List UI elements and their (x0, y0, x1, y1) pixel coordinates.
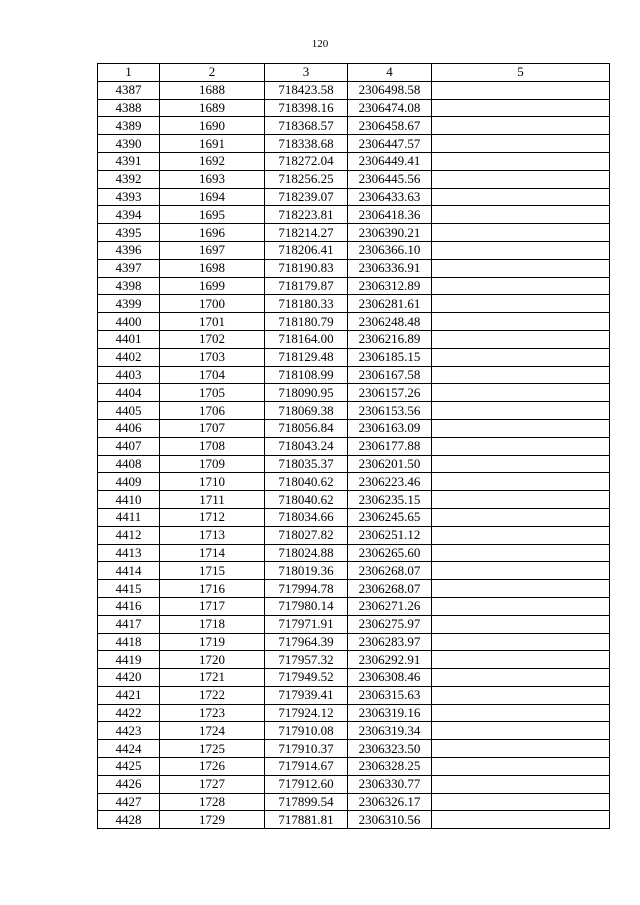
table-cell-col-5 (432, 704, 610, 722)
table-cell-col-2: 1697 (160, 241, 265, 259)
table-cell-col-3: 718027.82 (265, 526, 348, 544)
table-cell-col-3: 718423.58 (265, 81, 348, 99)
table-cell-col-3: 718214.27 (265, 224, 348, 242)
table-cell-col-2: 1707 (160, 419, 265, 437)
table-header (98, 64, 610, 82)
table-cell-col-2: 1713 (160, 526, 265, 544)
table-cell-col-1: 4404 (98, 384, 160, 402)
table-cell-col-5 (432, 241, 610, 259)
table-cell-col-1: 4400 (98, 313, 160, 331)
table-cell-col-5 (432, 259, 610, 277)
table-cell-col-4: 2306319.16 (348, 704, 432, 722)
table-cell-col-2: 1704 (160, 366, 265, 384)
table-row (98, 277, 610, 295)
table-cell-col-2: 1700 (160, 295, 265, 313)
table-row (98, 722, 610, 740)
table-cell-col-2: 1694 (160, 188, 265, 206)
table-cell-col-1: 4421 (98, 686, 160, 704)
table-cell-col-2: 1726 (160, 758, 265, 776)
table-cell-col-1: 4413 (98, 544, 160, 562)
table-cell-col-5 (432, 526, 610, 544)
table-cell-col-3: 718019.36 (265, 562, 348, 580)
table-cell-col-4: 2306157.26 (348, 384, 432, 402)
table-cell-col-3: 718129.48 (265, 348, 348, 366)
table-row (98, 651, 610, 669)
table-cell-col-1: 4418 (98, 633, 160, 651)
table-row (98, 241, 610, 259)
table-row (98, 295, 610, 313)
table-cell-col-5 (432, 295, 610, 313)
table-row (98, 811, 610, 829)
table-cell-col-2: 1695 (160, 206, 265, 224)
table-cell-col-2: 1716 (160, 580, 265, 598)
table-cell-col-4: 2306390.21 (348, 224, 432, 242)
table-row (98, 419, 610, 437)
table-cell-col-5 (432, 508, 610, 526)
table-cell-col-2: 1715 (160, 562, 265, 580)
table-cell-col-4: 2306177.88 (348, 437, 432, 455)
table-cell-col-5 (432, 384, 610, 402)
table-cell-col-4: 2306474.08 (348, 99, 432, 117)
table-cell-col-5 (432, 313, 610, 331)
table-row (98, 330, 610, 348)
table-cell-col-3: 717994.78 (265, 580, 348, 598)
table-cell-col-2: 1693 (160, 170, 265, 188)
table-cell-col-3: 718108.99 (265, 366, 348, 384)
table-cell-col-1: 4414 (98, 562, 160, 580)
table-cell-col-5 (432, 758, 610, 776)
table-cell-col-4: 2306265.60 (348, 544, 432, 562)
table-cell-col-4: 2306268.07 (348, 562, 432, 580)
table-cell-col-2: 1689 (160, 99, 265, 117)
table-row (98, 313, 610, 331)
page-number: 120 (311, 38, 329, 50)
table-cell-col-3: 718069.38 (265, 402, 348, 420)
table-cell-col-5 (432, 580, 610, 598)
table-cell-col-5 (432, 99, 610, 117)
table-cell-col-1: 4405 (98, 402, 160, 420)
table-cell-col-5 (432, 402, 610, 420)
table-row (98, 99, 610, 117)
table-cell-col-2: 1711 (160, 491, 265, 509)
table-cell-col-2: 1691 (160, 135, 265, 153)
table-cell-col-3: 718368.57 (265, 117, 348, 135)
column-header-2: 2 (160, 64, 265, 82)
table-cell-col-1: 4416 (98, 597, 160, 615)
table-cell-col-3: 718206.41 (265, 241, 348, 259)
table-row (98, 615, 610, 633)
table-cell-col-3: 718040.62 (265, 491, 348, 509)
table-cell-col-3: 717964.39 (265, 633, 348, 651)
table-row (98, 473, 610, 491)
table-row (98, 526, 610, 544)
table-cell-col-1: 4398 (98, 277, 160, 295)
table-cell-col-4: 2306418.36 (348, 206, 432, 224)
table-cell-col-3: 718223.81 (265, 206, 348, 224)
table-cell-col-4: 2306326.17 (348, 793, 432, 811)
table-cell-col-2: 1712 (160, 508, 265, 526)
table-cell-col-1: 4419 (98, 651, 160, 669)
table-cell-col-4: 2306310.56 (348, 811, 432, 829)
table-cell-col-5 (432, 686, 610, 704)
table-cell-col-4: 2306433.63 (348, 188, 432, 206)
table-cell-col-5 (432, 81, 610, 99)
table-cell-col-2: 1706 (160, 402, 265, 420)
table-cell-col-3: 718239.07 (265, 188, 348, 206)
table-cell-col-2: 1690 (160, 117, 265, 135)
table-cell-col-4: 2306336.91 (348, 259, 432, 277)
table-cell-col-3: 718180.33 (265, 295, 348, 313)
table-row (98, 758, 610, 776)
table-cell-col-2: 1696 (160, 224, 265, 242)
table-cell-col-2: 1705 (160, 384, 265, 402)
table-cell-col-4: 2306235.15 (348, 491, 432, 509)
table-cell-col-5 (432, 206, 610, 224)
table-cell-col-4: 2306458.67 (348, 117, 432, 135)
table-cell-col-5 (432, 455, 610, 473)
coordinates-table (97, 63, 610, 829)
table-row (98, 224, 610, 242)
table-cell-col-4: 2306498.58 (348, 81, 432, 99)
table-cell-col-2: 1709 (160, 455, 265, 473)
table-cell-col-5 (432, 740, 610, 758)
table-cell-col-5 (432, 419, 610, 437)
table-cell-col-3: 718272.04 (265, 152, 348, 170)
table-cell-col-1: 4397 (98, 259, 160, 277)
table-cell-col-2: 1727 (160, 775, 265, 793)
table-cell-col-4: 2306447.57 (348, 135, 432, 153)
table-cell-col-5 (432, 224, 610, 242)
table-row (98, 704, 610, 722)
column-header-5: 5 (432, 64, 610, 82)
table-cell-col-3: 717939.41 (265, 686, 348, 704)
table-cell-col-3: 718190.83 (265, 259, 348, 277)
table-cell-col-3: 717881.81 (265, 811, 348, 829)
table-cell-col-3: 718398.16 (265, 99, 348, 117)
table-cell-col-3: 717971.91 (265, 615, 348, 633)
table-cell-col-3: 718056.84 (265, 419, 348, 437)
table-cell-col-2: 1723 (160, 704, 265, 722)
table-row (98, 117, 610, 135)
table-cell-col-1: 4423 (98, 722, 160, 740)
table-cell-col-1: 4395 (98, 224, 160, 242)
table-cell-col-2: 1728 (160, 793, 265, 811)
table-row (98, 508, 610, 526)
table-cell-col-3: 717957.32 (265, 651, 348, 669)
table-row (98, 580, 610, 598)
table-cell-col-4: 2306292.91 (348, 651, 432, 669)
table-body (98, 81, 610, 828)
table-row (98, 775, 610, 793)
table-row (98, 366, 610, 384)
table-row (98, 402, 610, 420)
table-cell-col-1: 4388 (98, 99, 160, 117)
table-row (98, 740, 610, 758)
table-cell-col-4: 2306275.97 (348, 615, 432, 633)
table-cell-col-2: 1729 (160, 811, 265, 829)
table-cell-col-5 (432, 188, 610, 206)
table-cell-col-5 (432, 277, 610, 295)
table-cell-col-1: 4396 (98, 241, 160, 259)
table-cell-col-4: 2306319.34 (348, 722, 432, 740)
table-cell-col-1: 4409 (98, 473, 160, 491)
table-cell-col-1: 4427 (98, 793, 160, 811)
table-cell-col-4: 2306248.48 (348, 313, 432, 331)
table-row (98, 686, 610, 704)
header-row (98, 64, 610, 82)
table-cell-col-3: 717980.14 (265, 597, 348, 615)
table-row (98, 544, 610, 562)
table-row (98, 152, 610, 170)
table-row (98, 384, 610, 402)
table-cell-col-5 (432, 651, 610, 669)
table-cell-col-5 (432, 597, 610, 615)
table-cell-col-2: 1721 (160, 669, 265, 687)
table-cell-col-1: 4403 (98, 366, 160, 384)
table-cell-col-2: 1714 (160, 544, 265, 562)
table-cell-col-4: 2306281.61 (348, 295, 432, 313)
table-cell-col-1: 4391 (98, 152, 160, 170)
table-row (98, 188, 610, 206)
table-cell-col-5 (432, 669, 610, 687)
table-cell-col-4: 2306268.07 (348, 580, 432, 598)
table-cell-col-4: 2306308.46 (348, 669, 432, 687)
table-cell-col-1: 4394 (98, 206, 160, 224)
table-row (98, 793, 610, 811)
table-cell-col-3: 717899.54 (265, 793, 348, 811)
table-cell-col-4: 2306366.10 (348, 241, 432, 259)
table-cell-col-1: 4425 (98, 758, 160, 776)
table-cell-col-3: 717924.12 (265, 704, 348, 722)
table-row (98, 170, 610, 188)
table-cell-col-1: 4415 (98, 580, 160, 598)
table-cell-col-1: 4389 (98, 117, 160, 135)
table-cell-col-1: 4390 (98, 135, 160, 153)
table-cell-col-3: 718024.88 (265, 544, 348, 562)
table-cell-col-4: 2306271.26 (348, 597, 432, 615)
table-cell-col-3: 718043.24 (265, 437, 348, 455)
table-cell-col-1: 4412 (98, 526, 160, 544)
table-cell-col-2: 1719 (160, 633, 265, 651)
table-cell-col-4: 2306185.15 (348, 348, 432, 366)
table-cell-col-4: 2306323.50 (348, 740, 432, 758)
table-cell-col-5 (432, 117, 610, 135)
table-cell-col-3: 718180.79 (265, 313, 348, 331)
table-cell-col-2: 1720 (160, 651, 265, 669)
table-cell-col-4: 2306216.89 (348, 330, 432, 348)
table-row (98, 206, 610, 224)
table-cell-col-5 (432, 793, 610, 811)
table-row (98, 597, 610, 615)
table-cell-col-2: 1717 (160, 597, 265, 615)
table-cell-col-1: 4402 (98, 348, 160, 366)
table-cell-col-4: 2306245.65 (348, 508, 432, 526)
table-cell-col-3: 718034.66 (265, 508, 348, 526)
table-cell-col-5 (432, 615, 610, 633)
table-cell-col-4: 2306449.41 (348, 152, 432, 170)
table-cell-col-1: 4422 (98, 704, 160, 722)
column-header-4: 4 (348, 64, 432, 82)
table-row (98, 81, 610, 99)
table-cell-col-5 (432, 366, 610, 384)
table-cell-col-4: 2306312.89 (348, 277, 432, 295)
table-cell-col-5 (432, 348, 610, 366)
table-cell-col-3: 718179.87 (265, 277, 348, 295)
table-cell-col-4: 2306445.56 (348, 170, 432, 188)
table-cell-col-5 (432, 811, 610, 829)
table-cell-col-1: 4399 (98, 295, 160, 313)
table-cell-col-5 (432, 152, 610, 170)
table-cell-col-4: 2306153.56 (348, 402, 432, 420)
column-header-1: 1 (98, 64, 160, 82)
table-cell-col-3: 718035.37 (265, 455, 348, 473)
column-header-3: 3 (265, 64, 348, 82)
table-cell-col-4: 2306328.25 (348, 758, 432, 776)
table-cell-col-1: 4420 (98, 669, 160, 687)
table-cell-col-2: 1698 (160, 259, 265, 277)
table-cell-col-4: 2306223.46 (348, 473, 432, 491)
table-cell-col-3: 717914.67 (265, 758, 348, 776)
table-cell-col-1: 4417 (98, 615, 160, 633)
table-cell-col-3: 717910.08 (265, 722, 348, 740)
table-row (98, 633, 610, 651)
table-cell-col-1: 4410 (98, 491, 160, 509)
table-cell-col-2: 1688 (160, 81, 265, 99)
table-cell-col-4: 2306330.77 (348, 775, 432, 793)
table-cell-col-3: 718040.62 (265, 473, 348, 491)
table-row (98, 669, 610, 687)
table-cell-col-5 (432, 544, 610, 562)
table-cell-col-5 (432, 437, 610, 455)
table-cell-col-3: 718256.25 (265, 170, 348, 188)
table-cell-col-1: 4408 (98, 455, 160, 473)
table-cell-col-4: 2306167.58 (348, 366, 432, 384)
table-cell-col-2: 1722 (160, 686, 265, 704)
table-row (98, 135, 610, 153)
table-cell-col-3: 718164.00 (265, 330, 348, 348)
table-cell-col-3: 717949.52 (265, 669, 348, 687)
table-cell-col-5 (432, 562, 610, 580)
table-cell-col-2: 1701 (160, 313, 265, 331)
table-cell-col-1: 4393 (98, 188, 160, 206)
table-cell-col-1: 4401 (98, 330, 160, 348)
table-cell-col-5 (432, 775, 610, 793)
table-cell-col-1: 4387 (98, 81, 160, 99)
table-cell-col-3: 718338.68 (265, 135, 348, 153)
table-cell-col-2: 1699 (160, 277, 265, 295)
table-cell-col-3: 717912.60 (265, 775, 348, 793)
table-cell-col-2: 1724 (160, 722, 265, 740)
table-row (98, 491, 610, 509)
table-cell-col-5 (432, 722, 610, 740)
table-cell-col-3: 718090.95 (265, 384, 348, 402)
table-row (98, 259, 610, 277)
table-cell-col-5 (432, 135, 610, 153)
table-cell-col-4: 2306201.50 (348, 455, 432, 473)
table-cell-col-5 (432, 491, 610, 509)
table-row (98, 348, 610, 366)
table-cell-col-4: 2306283.97 (348, 633, 432, 651)
table-cell-col-2: 1703 (160, 348, 265, 366)
table-row (98, 562, 610, 580)
table-cell-col-5 (432, 633, 610, 651)
table-cell-col-2: 1710 (160, 473, 265, 491)
table-cell-col-1: 4407 (98, 437, 160, 455)
table-cell-col-2: 1692 (160, 152, 265, 170)
table-cell-col-1: 4392 (98, 170, 160, 188)
table-cell-col-4: 2306251.12 (348, 526, 432, 544)
table-cell-col-4: 2306315.63 (348, 686, 432, 704)
table-cell-col-5 (432, 473, 610, 491)
table-cell-col-1: 4406 (98, 419, 160, 437)
table-cell-col-2: 1702 (160, 330, 265, 348)
table-cell-col-1: 4428 (98, 811, 160, 829)
table-cell-col-3: 717910.37 (265, 740, 348, 758)
table-cell-col-1: 4411 (98, 508, 160, 526)
table-cell-col-2: 1708 (160, 437, 265, 455)
table-row (98, 455, 610, 473)
table-cell-col-2: 1725 (160, 740, 265, 758)
table-cell-col-1: 4426 (98, 775, 160, 793)
table-cell-col-5 (432, 170, 610, 188)
table-cell-col-5 (432, 330, 610, 348)
table-row (98, 437, 610, 455)
table-cell-col-2: 1718 (160, 615, 265, 633)
table-cell-col-1: 4424 (98, 740, 160, 758)
table-cell-col-4: 2306163.09 (348, 419, 432, 437)
